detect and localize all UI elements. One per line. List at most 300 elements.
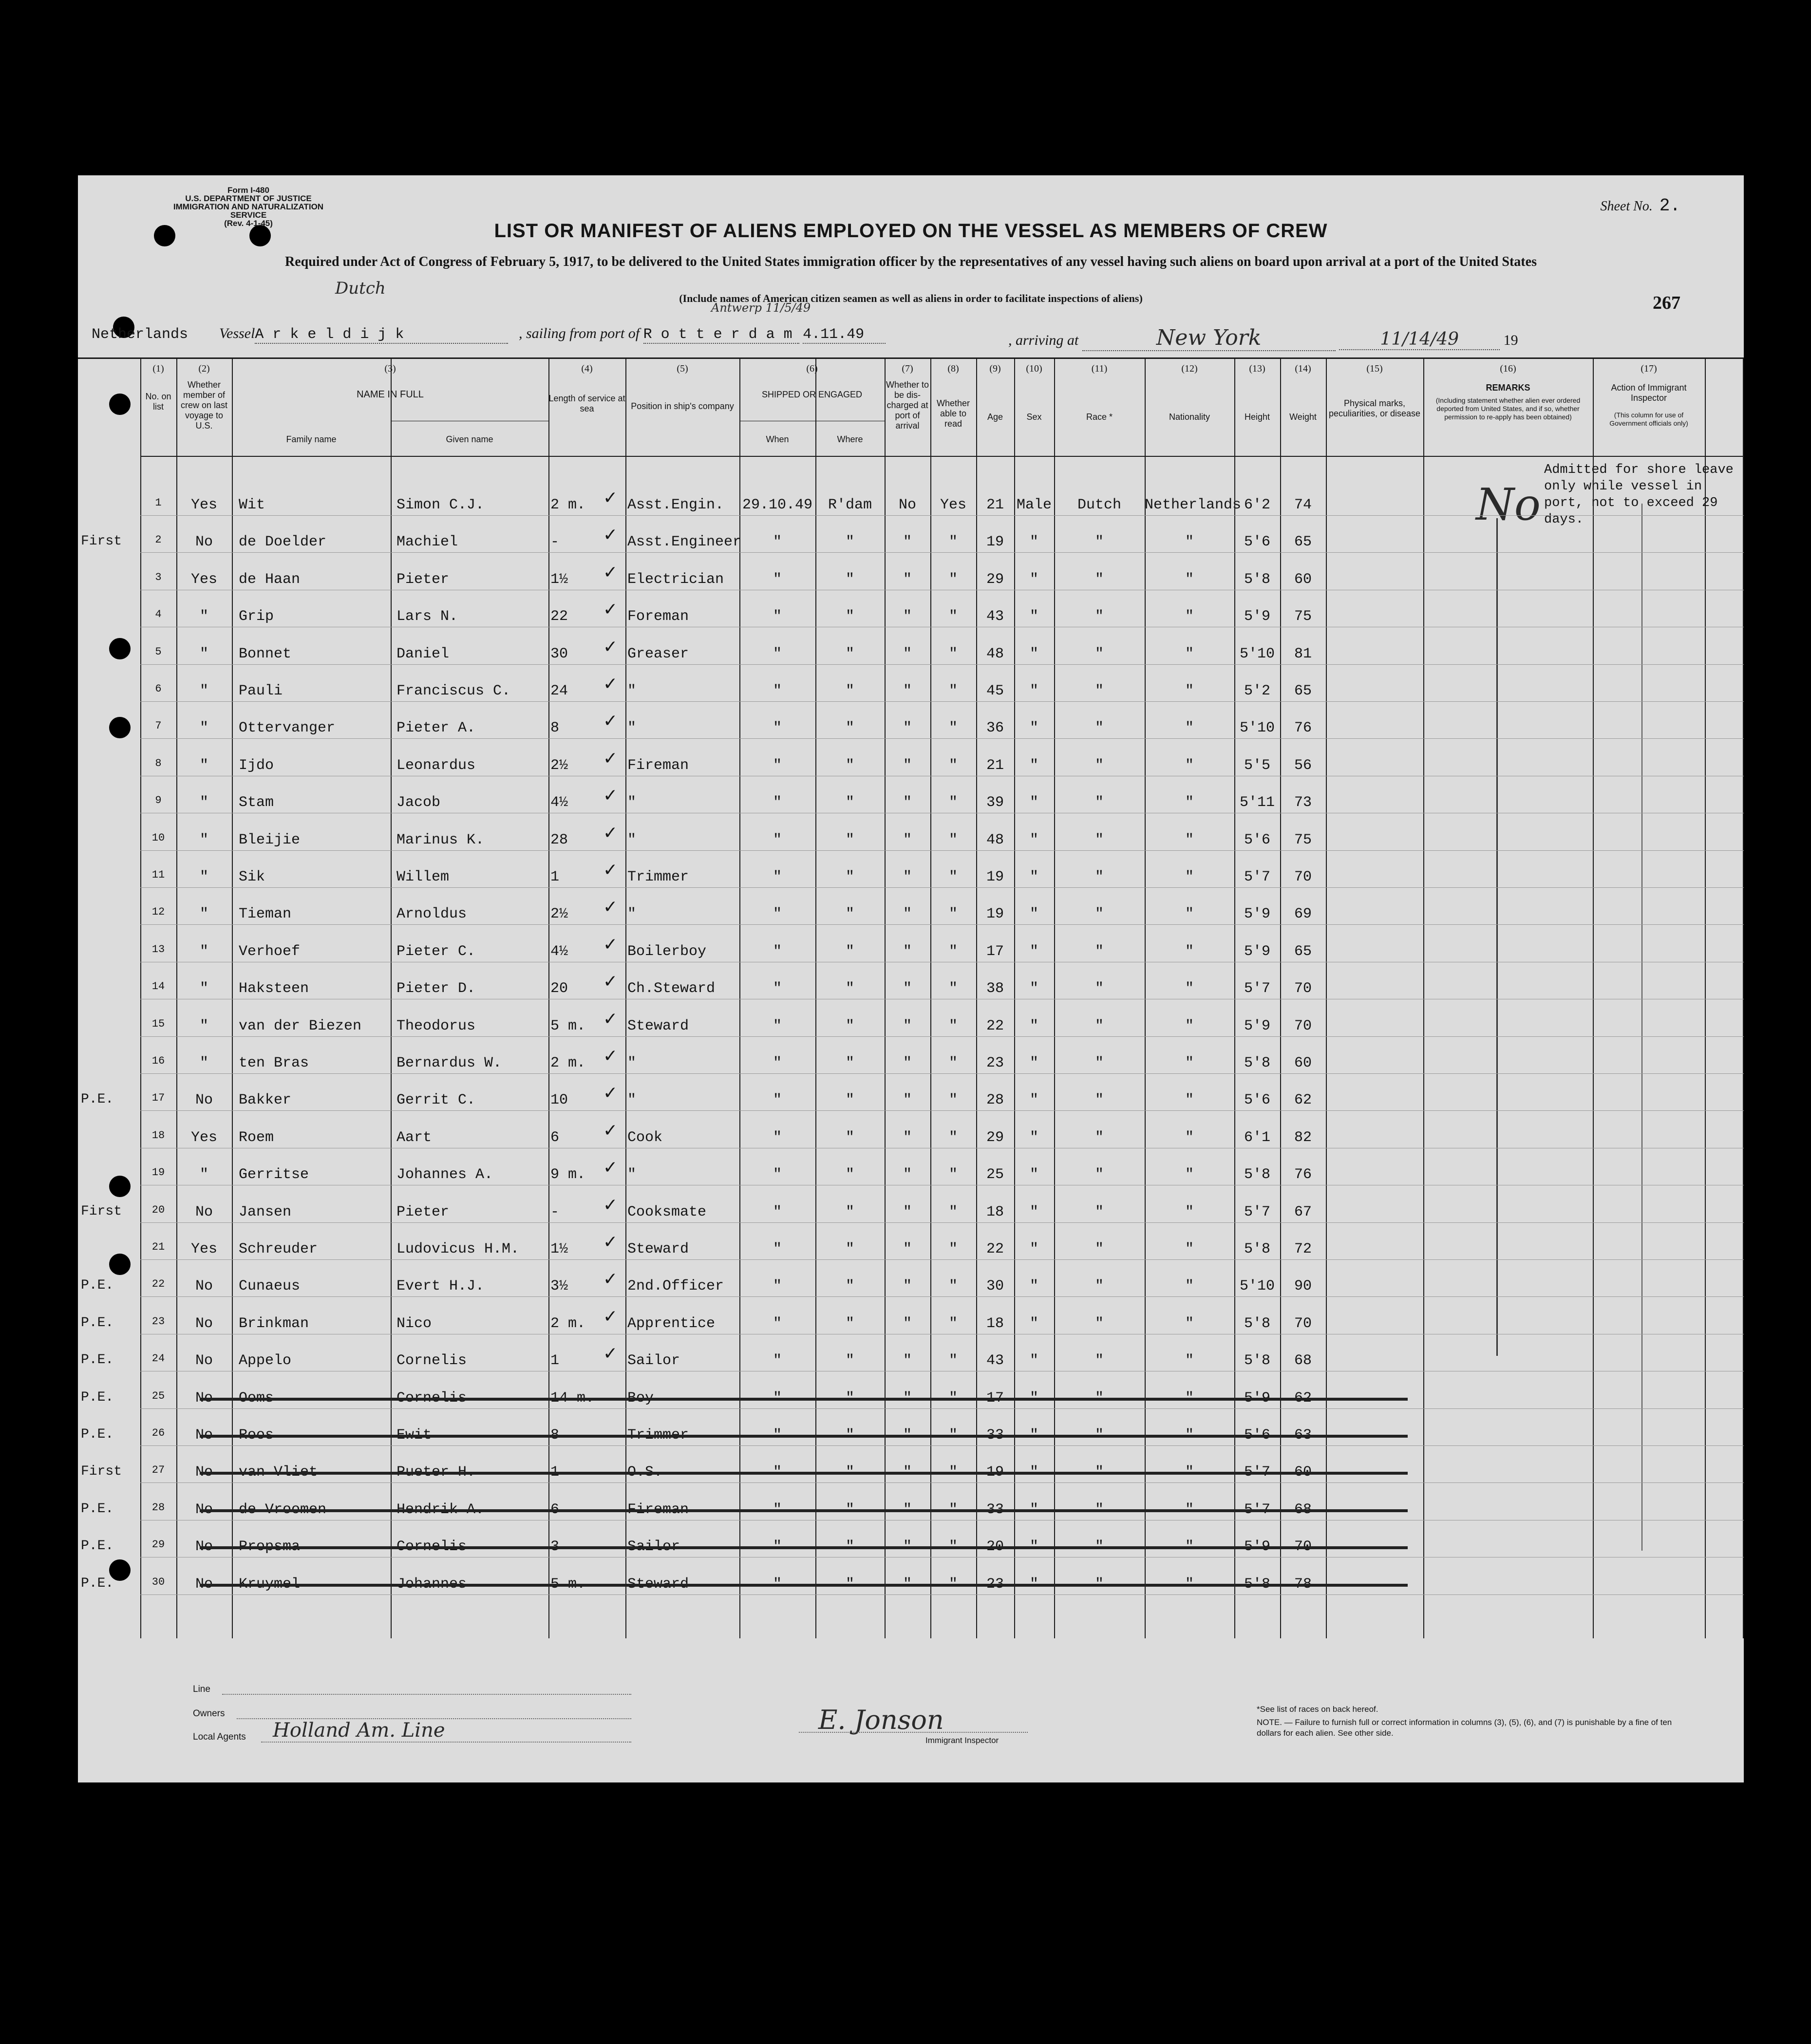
- cell-position: ": [627, 1092, 637, 1109]
- cell-last: Yes: [190, 1241, 217, 1257]
- cell-race: ": [1094, 1241, 1104, 1257]
- cell-when: ": [773, 1092, 782, 1109]
- check-mark-icon: ✓: [603, 562, 618, 582]
- cell-nat: ": [1185, 1129, 1194, 1146]
- cell-race: ": [1094, 1315, 1104, 1332]
- cell-disch: ": [903, 906, 912, 923]
- cell-read: Yes: [940, 497, 966, 513]
- cell-race: ": [1094, 1464, 1104, 1481]
- col-header-family: Family name: [286, 434, 337, 444]
- cell-when: ": [773, 1427, 782, 1444]
- cell-family: Sik: [239, 869, 265, 885]
- cell-nat: ": [1185, 1017, 1194, 1034]
- cell-sex: ": [1029, 757, 1038, 774]
- cell-family: Roem: [239, 1129, 274, 1146]
- col-header-weight: Weight: [1289, 412, 1317, 422]
- cell-position: Boy: [627, 1389, 654, 1406]
- cell-last: No: [195, 1315, 213, 1332]
- cell-age: 29: [986, 1129, 1004, 1146]
- cell-last: No: [195, 1501, 213, 1518]
- cell-race: ": [1094, 1538, 1104, 1556]
- cell-disch: ": [903, 943, 912, 960]
- cell-last: No: [195, 1575, 213, 1593]
- cell-read: ": [948, 943, 958, 960]
- cell-sex: ": [1029, 1017, 1038, 1034]
- cell-no: 16: [151, 1055, 165, 1067]
- cell-no: 18: [151, 1129, 165, 1142]
- col-header-service: Length of service at sea: [548, 394, 625, 413]
- cell-height: 5'11: [1239, 794, 1275, 811]
- cell-disch: ": [903, 757, 912, 774]
- cell-height: 5'9: [1244, 943, 1270, 960]
- cell-given: Pieter A.: [396, 720, 476, 737]
- cell-weight: 73: [1294, 794, 1312, 811]
- cell-family: Roos: [239, 1427, 274, 1444]
- cell-race: ": [1094, 1575, 1104, 1593]
- cell-mark: First: [81, 1203, 122, 1219]
- cell-sex: Male: [1016, 497, 1052, 513]
- cell-no: 5: [155, 645, 162, 658]
- cell-height: 5'9: [1244, 906, 1270, 923]
- col-num: (8): [947, 363, 959, 374]
- cell-read: ": [948, 1017, 958, 1034]
- cell-last: No: [195, 1352, 213, 1369]
- cell-disch: ": [903, 1352, 912, 1369]
- cell-weight: 70: [1294, 980, 1312, 997]
- cell-height: 5'6: [1244, 1427, 1270, 1444]
- cell-no: 19: [151, 1166, 165, 1179]
- cell-race: ": [1094, 794, 1104, 811]
- cell-weight: 63: [1294, 1427, 1312, 1444]
- vessel-line: VesselA r k e l d i j k: [219, 325, 508, 344]
- cell-nat: ": [1185, 1241, 1194, 1257]
- cell-weight: 70: [1294, 1538, 1312, 1556]
- cell-position: ": [627, 1166, 637, 1183]
- cell-position: Trimmer: [627, 1427, 689, 1444]
- cell-last: ": [199, 1166, 208, 1183]
- cell-position: ": [627, 831, 637, 848]
- footer-line-label: Line: [193, 1684, 210, 1694]
- cell-height: 5'5: [1244, 757, 1270, 774]
- cell-age: 48: [986, 831, 1004, 848]
- cell-height: 5'8: [1244, 1315, 1270, 1332]
- cell-last: ": [199, 794, 208, 811]
- cell-where: ": [845, 831, 854, 848]
- cell-last: ": [199, 720, 208, 737]
- check-mark-icon: ✓: [603, 600, 618, 620]
- cell-no: 22: [151, 1278, 165, 1291]
- cell-service: 1: [550, 1352, 560, 1369]
- cell-given: Johannes A.: [396, 1166, 493, 1183]
- vessel-note: Dutch: [335, 279, 386, 298]
- col-header-physical: Physical marks, peculiarities, or disease: [1328, 398, 1421, 418]
- cell-given: Pieter: [396, 571, 450, 588]
- cell-height: 5'10: [1239, 720, 1275, 737]
- cell-nat: ": [1185, 1427, 1194, 1444]
- table-row: [78, 1490, 1744, 1527]
- cell-weight: 70: [1294, 1315, 1312, 1332]
- table-row: [78, 1266, 1744, 1303]
- cell-disch: ": [903, 1203, 912, 1220]
- check-mark-icon: ✓: [603, 1232, 618, 1252]
- check-mark-icon: ✓: [603, 1120, 618, 1141]
- cell-mark: P.E.: [81, 1092, 114, 1107]
- cell-nat: ": [1185, 980, 1194, 997]
- col-header-name: NAME IN FULL: [357, 389, 424, 400]
- cell-service: 9 m.: [550, 1166, 586, 1183]
- cell-service: 3½: [550, 1278, 568, 1295]
- cell-when: ": [773, 1055, 782, 1071]
- cell-age: 19: [986, 534, 1004, 551]
- cell-family: Kruymel: [239, 1575, 301, 1593]
- cell-where: ": [845, 1278, 854, 1295]
- shore-leave-remark: Admitted for shore leave only while vessel in port, not to exceed 29 days.: [1544, 463, 1734, 527]
- cell-sex: ": [1029, 1203, 1038, 1220]
- cell-last: No: [195, 1427, 213, 1444]
- cell-family: Grip: [239, 608, 274, 625]
- cell-height: 5'9: [1244, 1389, 1270, 1406]
- cell-family: Gerritse: [239, 1166, 309, 1183]
- cell-last: ": [199, 1055, 208, 1071]
- check-mark-icon: ✓: [603, 1158, 618, 1178]
- cell-height: 5'7: [1244, 869, 1270, 885]
- cell-race: ": [1094, 906, 1104, 923]
- cell-age: 25: [986, 1166, 1004, 1183]
- cell-read: ": [948, 1352, 958, 1369]
- cell-when: ": [773, 943, 782, 960]
- check-mark-icon: ✓: [603, 488, 618, 508]
- cell-weight: 68: [1294, 1501, 1312, 1518]
- cell-last: ": [199, 906, 208, 923]
- cell-race: ": [1094, 683, 1104, 699]
- handwritten-remark: No: [1476, 479, 1541, 530]
- cell-service: 5 m.: [550, 1017, 586, 1034]
- cell-when: ": [773, 1241, 782, 1257]
- cell-disch: ": [903, 1129, 912, 1146]
- cell-family: Wit: [239, 497, 265, 513]
- cell-position: ": [627, 683, 637, 699]
- cell-service: 8: [550, 1427, 560, 1444]
- check-mark-icon: ✓: [603, 1344, 618, 1364]
- cell-no: 29: [151, 1538, 165, 1551]
- col-header-age: Age: [987, 412, 1003, 422]
- cell-service: 4½: [550, 943, 568, 960]
- col-num: (10): [1026, 363, 1042, 374]
- cell-sex: ": [1029, 906, 1038, 923]
- table-row: [78, 1155, 1744, 1192]
- cell-weight: 60: [1294, 1464, 1312, 1481]
- cell-where: ": [845, 1203, 854, 1220]
- cell-family: Tieman: [239, 906, 292, 923]
- cell-family: van Vliet: [239, 1464, 318, 1481]
- cell-weight: 81: [1294, 645, 1312, 662]
- cell-disch: ": [903, 1278, 912, 1295]
- cell-read: ": [948, 683, 958, 699]
- cell-race: ": [1094, 720, 1104, 737]
- table-row: [78, 857, 1744, 894]
- cell-nat: ": [1185, 794, 1194, 811]
- cell-height: 5'6: [1244, 831, 1270, 848]
- cell-read: ": [948, 757, 958, 774]
- cell-given: Simon C.J.: [396, 497, 485, 513]
- cell-given: Jacob: [396, 794, 441, 811]
- cell-no: 3: [155, 571, 162, 583]
- cell-when: ": [773, 1129, 782, 1146]
- arrival-line: , arriving at New York 11/14/49 19: [1008, 325, 1518, 350]
- cell-age: 36: [986, 720, 1004, 737]
- cell-no: 24: [151, 1352, 165, 1365]
- cell-weight: 67: [1294, 1203, 1312, 1220]
- cell-position: Electrician: [627, 571, 724, 588]
- cell-given: Aart: [396, 1129, 432, 1146]
- cell-read: ": [948, 1427, 958, 1444]
- cell-where: ": [845, 1352, 854, 1369]
- cell-when: ": [773, 1389, 782, 1406]
- cell-last: No: [195, 1203, 213, 1220]
- col-num: (17): [1641, 363, 1657, 374]
- cell-height: 5'7: [1244, 980, 1270, 997]
- cell-position: Fireman: [627, 757, 689, 774]
- cell-read: ": [948, 1389, 958, 1406]
- cell-sex: ": [1029, 683, 1038, 699]
- cell-height: 5'10: [1239, 1278, 1275, 1295]
- cell-weight: 70: [1294, 869, 1312, 885]
- cell-race: ": [1094, 1166, 1104, 1183]
- cell-service: 1: [550, 869, 560, 885]
- col-header-position: Position in ship's company: [631, 401, 734, 411]
- table-row: [78, 1304, 1744, 1341]
- table-row: [78, 746, 1744, 783]
- col-header-action: Action of Immigrant Inspector: [1611, 383, 1687, 403]
- cell-no: 7: [155, 720, 162, 732]
- cell-nat: ": [1185, 906, 1194, 923]
- cell-family: Jansen: [239, 1203, 292, 1220]
- cell-sex: ": [1029, 571, 1038, 588]
- cell-disch: ": [903, 869, 912, 885]
- cell-sex: ": [1029, 1129, 1038, 1146]
- cell-weight: 90: [1294, 1278, 1312, 1295]
- table-row: [78, 634, 1744, 671]
- table-row: [78, 708, 1744, 745]
- cell-given: Cornelis: [396, 1538, 467, 1556]
- cell-no: 12: [151, 906, 165, 919]
- cell-where: ": [845, 1501, 854, 1518]
- cell-family: Propsma: [239, 1538, 301, 1556]
- col-header-height: Height: [1244, 412, 1270, 422]
- cell-where: ": [845, 1427, 854, 1444]
- check-mark-icon: ✓: [603, 1046, 618, 1066]
- cell-position: Steward: [627, 1017, 689, 1034]
- col-header-shipped: SHIPPED OR ENGAGED: [761, 390, 863, 399]
- check-mark-icon: ✓: [603, 1306, 618, 1327]
- cell-age: 30: [986, 1278, 1004, 1295]
- cell-age: 33: [986, 1501, 1004, 1518]
- cell-last: Yes: [190, 1129, 217, 1146]
- cell-weight: 72: [1294, 1241, 1312, 1257]
- cell-mark: P.E.: [81, 1389, 114, 1405]
- cell-age: 18: [986, 1203, 1004, 1220]
- cell-mark: P.E.: [81, 1538, 114, 1554]
- cell-where: ": [845, 534, 854, 551]
- sheet-number: Sheet No. 2.: [1600, 196, 1680, 216]
- cell-mark: P.E.: [81, 1278, 114, 1294]
- cell-when: ": [773, 1017, 782, 1034]
- cell-sex: ": [1029, 1427, 1038, 1444]
- cell-nat: ": [1185, 1352, 1194, 1369]
- cell-last: No: [195, 1464, 213, 1481]
- cell-race: ": [1094, 1501, 1104, 1518]
- cell-when: 29.10.49: [742, 497, 813, 513]
- cell-age: 17: [986, 943, 1004, 960]
- cell-no: 15: [151, 1017, 165, 1030]
- cell-given: Ludovicus H.M.: [396, 1241, 520, 1257]
- cell-when: ": [773, 831, 782, 848]
- cell-read: ": [948, 571, 958, 588]
- cell-service: 2½: [550, 757, 568, 774]
- cell-given: Nico: [396, 1315, 432, 1332]
- cell-weight: 70: [1294, 1017, 1312, 1034]
- cell-race: ": [1094, 534, 1104, 551]
- cell-sex: ": [1029, 608, 1038, 625]
- cell-position: 2nd.Officer: [627, 1278, 724, 1295]
- cell-disch: ": [903, 608, 912, 625]
- cell-sex: ": [1029, 720, 1038, 737]
- cell-no: 10: [151, 831, 165, 844]
- cell-where: ": [845, 906, 854, 923]
- col-header-remarks: REMARKS: [1486, 383, 1530, 393]
- col-num: (16): [1500, 363, 1516, 374]
- cell-height: 5'8: [1244, 1055, 1270, 1071]
- cell-height: 5'7: [1244, 1501, 1270, 1518]
- cell-when: ": [773, 980, 782, 997]
- cell-read: ": [948, 1315, 958, 1332]
- cell-family: Schreuder: [239, 1241, 318, 1257]
- cell-where: ": [845, 571, 854, 588]
- cell-when: ": [773, 683, 782, 699]
- cell-service: 3: [550, 1538, 560, 1556]
- col-header-race: Race *: [1086, 412, 1113, 422]
- cell-last: Yes: [190, 571, 217, 588]
- cell-age: 23: [986, 1055, 1004, 1071]
- cell-last: No: [195, 534, 213, 551]
- cell-where: ": [845, 720, 854, 737]
- table-row: [78, 783, 1744, 820]
- cell-disch: ": [903, 645, 912, 662]
- cell-race: ": [1094, 1352, 1104, 1369]
- col-header-sex: Sex: [1026, 412, 1042, 422]
- table-row: [78, 1452, 1744, 1489]
- cell-height: 6'2: [1244, 497, 1270, 513]
- cell-given: Marinus K.: [396, 831, 485, 848]
- cell-weight: 56: [1294, 757, 1312, 774]
- cell-race: ": [1094, 943, 1104, 960]
- cell-no: 2: [155, 534, 162, 546]
- cell-position: Greaser: [627, 645, 689, 662]
- table-row: [78, 932, 1744, 969]
- cell-age: 22: [986, 1017, 1004, 1034]
- table-row: [78, 894, 1744, 931]
- cell-when: ": [773, 571, 782, 588]
- cell-race: ": [1094, 1427, 1104, 1444]
- cell-family: de Vroomen: [239, 1501, 327, 1518]
- cell-race: ": [1094, 645, 1104, 662]
- cell-weight: 76: [1294, 1166, 1312, 1183]
- cell-nat: ": [1185, 683, 1194, 699]
- cell-family: Bleijie: [239, 831, 301, 848]
- col-header-where: Where: [837, 434, 863, 444]
- cell-read: ": [948, 1129, 958, 1146]
- cell-read: ": [948, 1055, 958, 1071]
- cell-family: van der Biezen: [239, 1017, 362, 1034]
- footer-note: NOTE. — Failure to furnish full or correct information in columns (3), (5), (6), and (7) is punishable by a fine of ten dollars for each alien. See other side.: [1257, 1718, 1672, 1738]
- col-num: (11): [1091, 363, 1108, 374]
- cell-family: Ottervanger: [239, 720, 336, 737]
- cell-where: ": [845, 757, 854, 774]
- check-mark-icon: ✓: [603, 748, 618, 769]
- cell-service: 5 m.: [550, 1575, 586, 1593]
- table-row: [78, 1006, 1744, 1043]
- cell-height: 5'6: [1244, 534, 1270, 551]
- check-mark-icon: ✓: [603, 823, 618, 843]
- cell-mark: P.E.: [81, 1427, 114, 1442]
- cell-service: 2 m.: [550, 1315, 586, 1332]
- cell-last: No: [195, 1092, 213, 1109]
- cell-nat: ": [1185, 1575, 1194, 1593]
- cell-family: Ooms: [239, 1389, 274, 1406]
- cell-nat: ": [1185, 757, 1194, 774]
- cell-position: Cooksmate: [627, 1203, 707, 1220]
- cell-disch: ": [903, 980, 912, 997]
- cell-family: de Doelder: [239, 534, 327, 551]
- cell-family: de Haan: [239, 571, 301, 588]
- cell-disch: ": [903, 571, 912, 588]
- cell-where: ": [845, 1241, 854, 1257]
- cell-when: ": [773, 1501, 782, 1518]
- col-header-nationality: Nationality: [1169, 412, 1210, 422]
- cell-position: Steward: [627, 1575, 689, 1593]
- cell-disch: ": [903, 1427, 912, 1444]
- col-header-action-note: (This column for use of Government officials only): [1609, 411, 1688, 427]
- cell-given: Cornelis: [396, 1389, 467, 1406]
- cell-service: 30: [550, 645, 568, 662]
- col-num: (9): [989, 363, 1001, 374]
- table-row: [78, 671, 1744, 708]
- cell-read: ": [948, 794, 958, 811]
- cell-sex: ": [1029, 1241, 1038, 1257]
- cell-when: ": [773, 1278, 782, 1295]
- cell-position: Sailor: [627, 1538, 680, 1556]
- cell-nat: ": [1185, 534, 1194, 551]
- subtitle: Required under Act of Congress of February 5, 1917, to be delivered to the United States immigration officer by the representatives of any vessel having such aliens on board upon arrival at a port of the United States: [285, 254, 1537, 269]
- cell-no: 23: [151, 1315, 165, 1328]
- cell-given: Johannes: [396, 1575, 467, 1593]
- cell-service: 20: [550, 980, 568, 997]
- table-row: [78, 485, 1744, 522]
- cell-sex: ": [1029, 943, 1038, 960]
- cell-given: Leonardus: [396, 757, 476, 774]
- cell-sex: ": [1029, 831, 1038, 848]
- cell-weight: 65: [1294, 683, 1312, 699]
- col-header-given: Given name: [446, 434, 493, 444]
- cell-race: ": [1094, 757, 1104, 774]
- cell-weight: 76: [1294, 720, 1312, 737]
- cell-read: ": [948, 1278, 958, 1295]
- cell-last: Yes: [190, 497, 217, 513]
- cell-family: Verhoef: [239, 943, 301, 960]
- cell-read: ": [948, 1166, 958, 1183]
- cell-mark: P.E.: [81, 1352, 114, 1368]
- cell-read: ": [948, 1501, 958, 1518]
